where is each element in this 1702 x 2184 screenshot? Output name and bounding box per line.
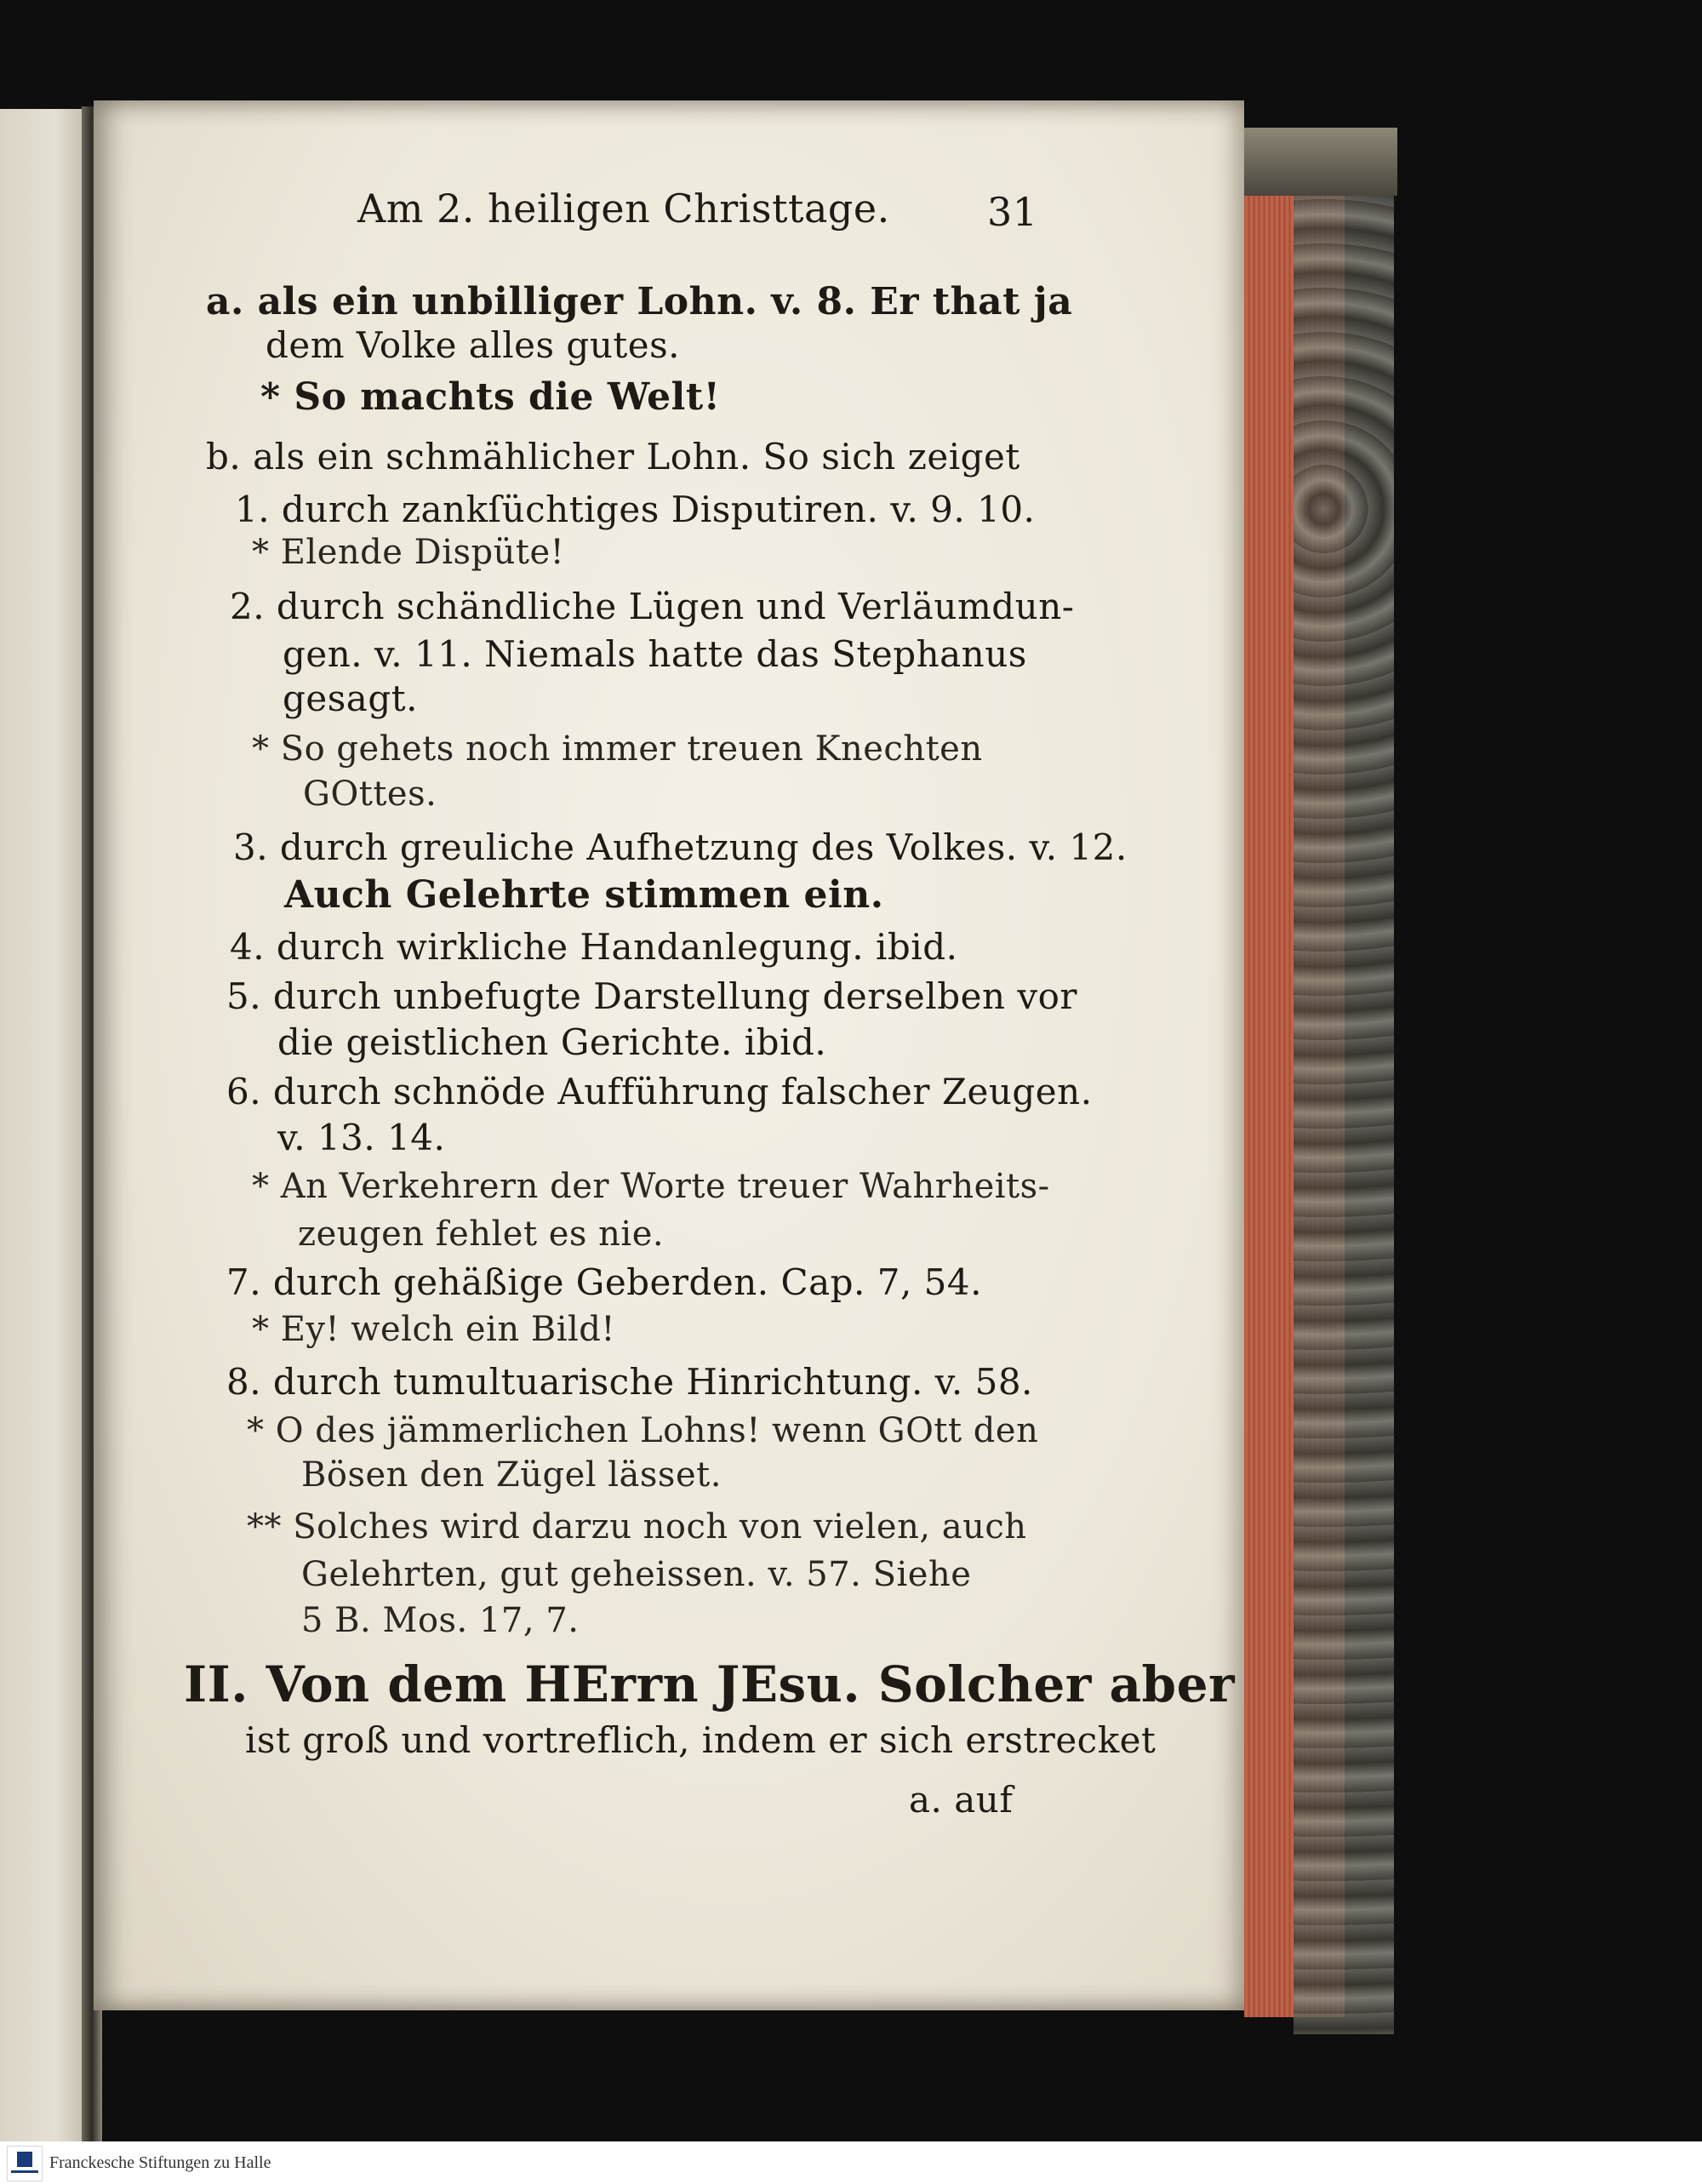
page-number: 31	[987, 189, 1038, 235]
text-line: 4. durch wirkliche Handanlegung. ibid.	[230, 926, 958, 968]
text-line: a. als ein unbilliger Lohn. v. 8. Er that ja	[206, 280, 1073, 323]
text-line: Auch Gelehrte stimmen ein.	[284, 873, 884, 917]
text-line: * O des jämmerlichen Lohns! wenn GOtt den	[247, 1411, 1039, 1450]
text-line: * So gehets noch immer treuen Knechten	[252, 729, 983, 769]
text-line: * An Verkehrern der Worte treuer Wahrheits-	[252, 1167, 1050, 1206]
running-title: Am 2. heiligen Christtage.	[357, 186, 890, 232]
institution-logo-icon	[7, 2146, 43, 2181]
text-line: gesagt.	[283, 677, 418, 719]
text-line: * So machts die Welt!	[260, 375, 721, 419]
text-line: b. als ein schmählicher Lohn. So sich zeiget	[206, 436, 1020, 477]
text-line: v. 13. 14.	[277, 1117, 446, 1158]
text-line: gen. v. 11. Niemals hatte das Stephanus	[283, 633, 1027, 675]
viewer-footer	[0, 2141, 1702, 2184]
text-line: dem Volke alles gutes.	[266, 324, 681, 366]
text-line: 2. durch schändliche Lügen und Verläumdun-	[230, 586, 1075, 627]
text-line: Bösen den Zügel lässet.	[301, 1455, 722, 1495]
text-line: 5 B. Mos. 17, 7.	[301, 1601, 580, 1640]
text-line: zeugen fehlet es nie.	[298, 1215, 665, 1254]
text-line: die geistlichen Gerichte. ibid.	[277, 1021, 827, 1063]
text-line: 7. durch gehäßige Geberden. Cap. 7, 54.	[226, 1261, 982, 1303]
text-line: 1. durch zankſüchtiges Disputiren. v. 9. 10.	[235, 489, 1036, 530]
text-line: 3. durch greuliche Aufhetzung des Volkes. v. 12.	[233, 826, 1128, 868]
text-line: ** Solches wird darzu noch von vielen, auch	[247, 1507, 1027, 1547]
text-line: * Ey! welch ein Bild!	[252, 1310, 615, 1349]
text-line: Gelehrten, gut geheissen. v. 57. Siehe	[301, 1555, 972, 1594]
text-line: ist groß und vortreflich, indem er sich erstrecket	[245, 1719, 1157, 1761]
section-heading: II. Von dem HErrn JEsu. Solcher aber	[184, 1655, 1236, 1713]
text-line: GOttes.	[303, 775, 437, 814]
text-line: 5. durch unbefugte Darstellung derselben vor	[226, 975, 1077, 1017]
text-line: 8. durch tumultuarische Hinrichtung. v. 58.	[226, 1361, 1033, 1403]
text-line: * Elende Dispüte!	[252, 533, 565, 572]
institution-name: Franckesche Stiftungen zu Halle	[49, 2153, 271, 2172]
text-line: 6. durch schnöde Aufführung falscher Zeugen.	[226, 1071, 1093, 1112]
catchword: a. auf	[909, 1779, 1014, 1821]
